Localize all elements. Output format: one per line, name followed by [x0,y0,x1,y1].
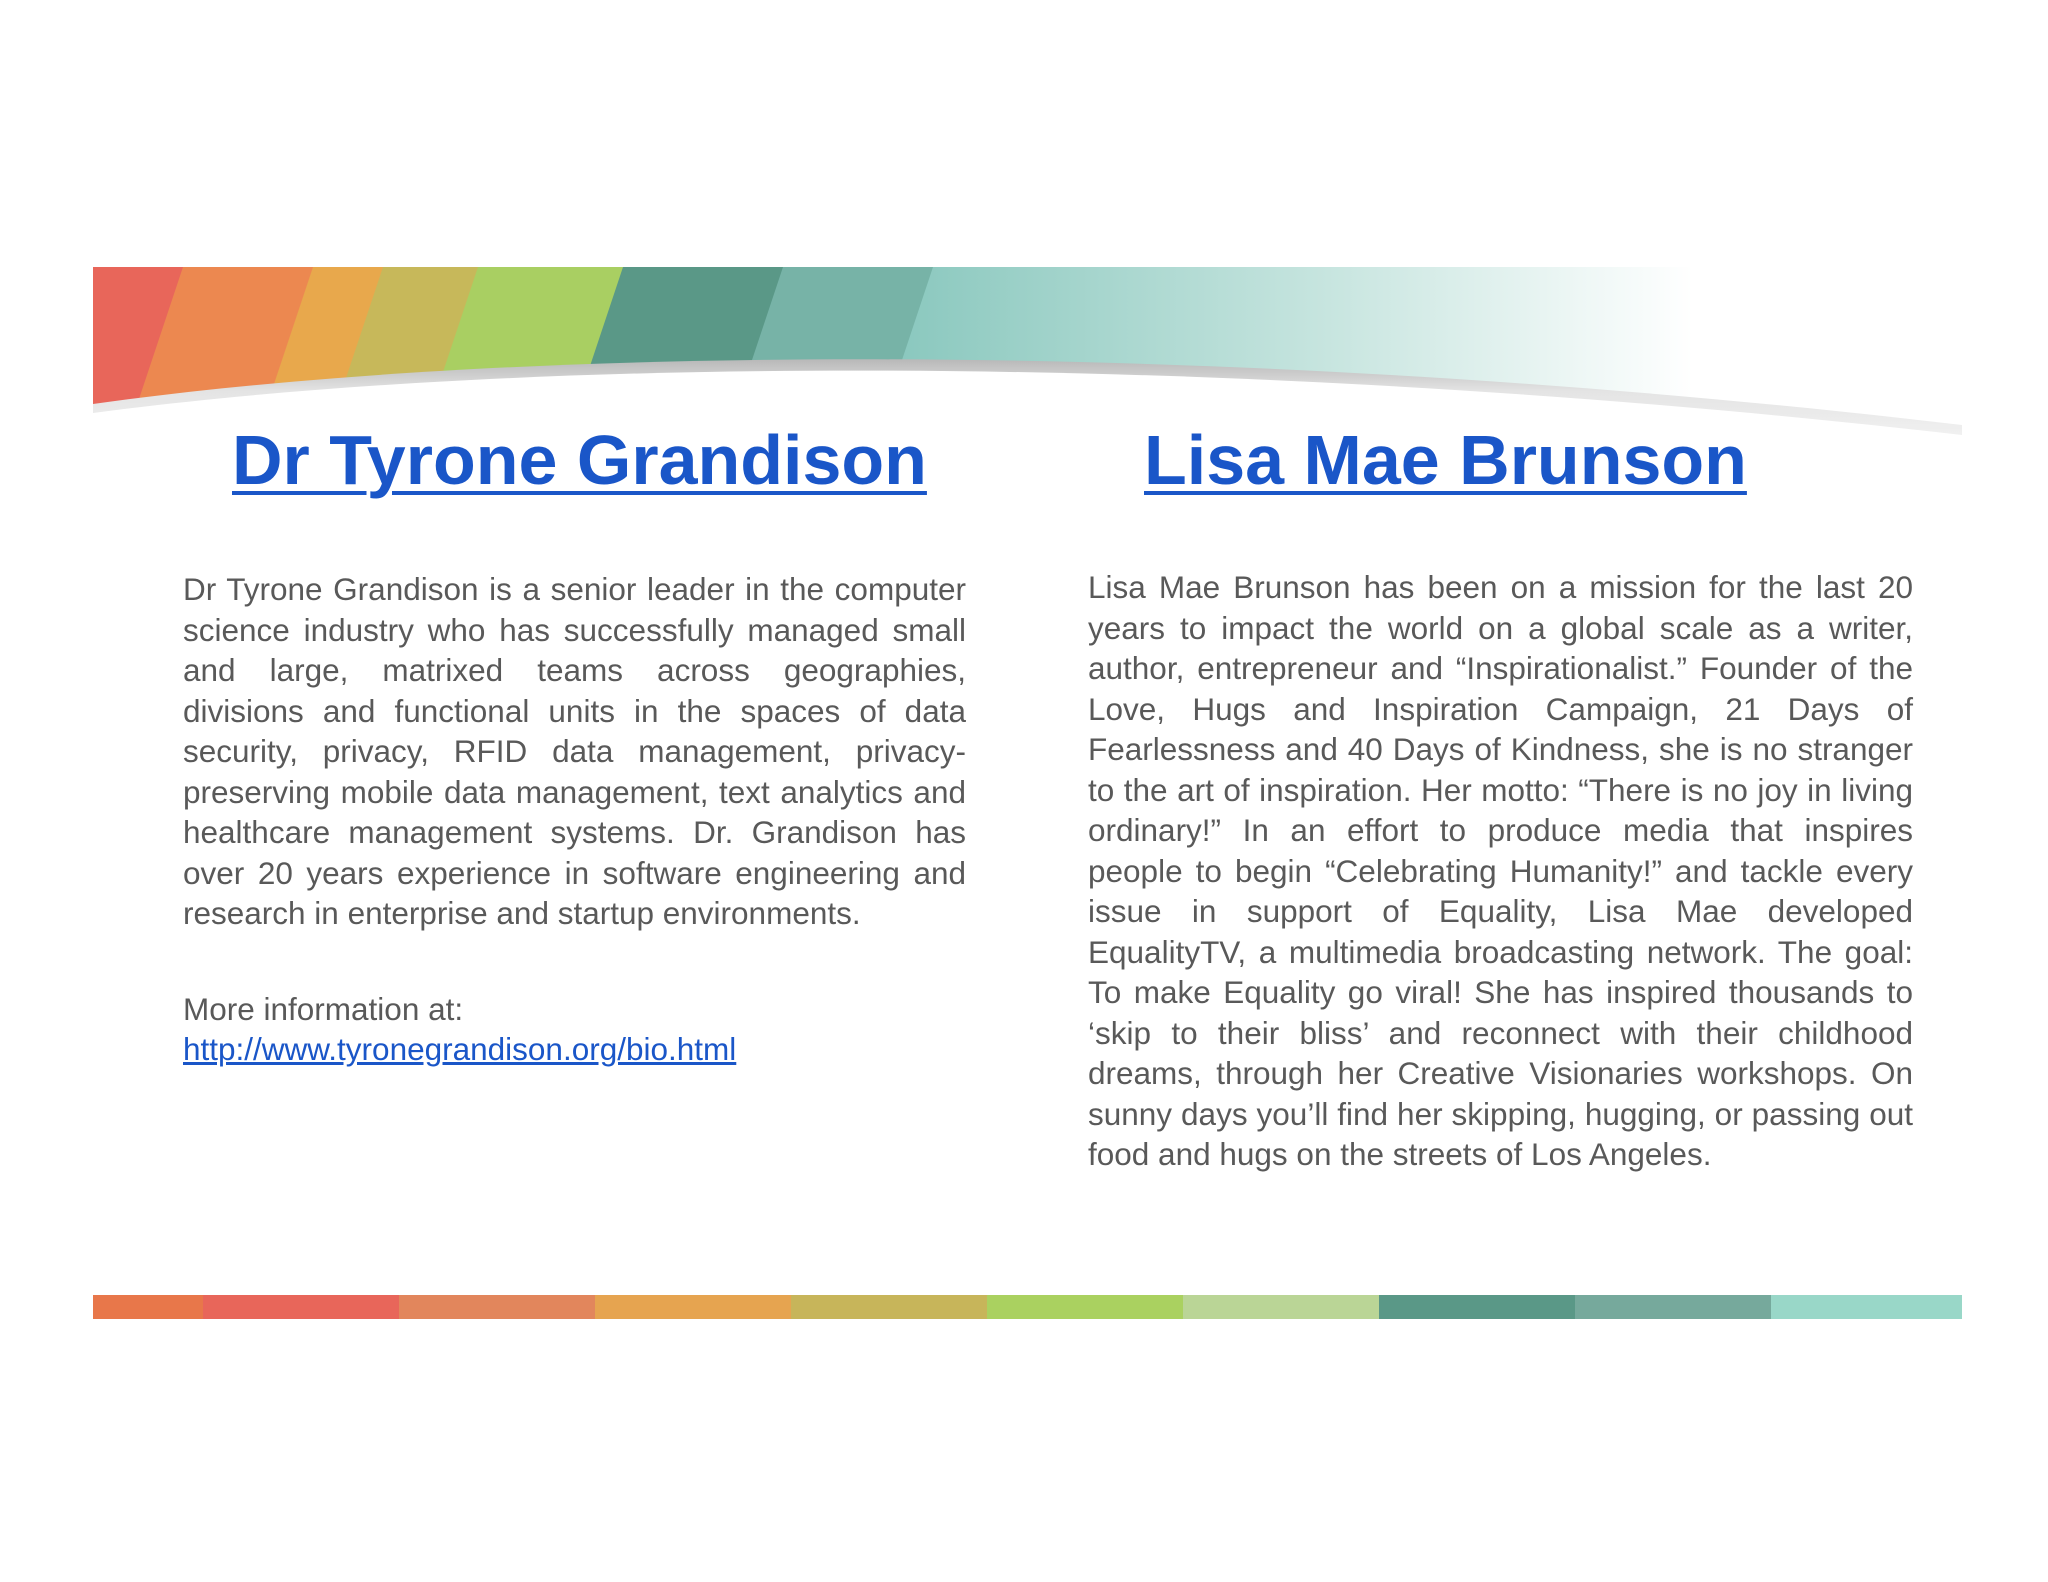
speaker-name-tyrone-grandison: Dr Tyrone Grandison [232,421,927,499]
stripe-segment [399,1295,595,1319]
stripe-segment [1575,1295,1771,1319]
stripe-segment [791,1295,987,1319]
stripe-segment [93,1295,203,1319]
bottom-color-stripe [93,1295,1962,1319]
stripe-segment [1183,1295,1379,1319]
stripe-segment [987,1295,1183,1319]
more-info-label: More information at: [183,991,464,1027]
speaker-name-lisa-mae-brunson: Lisa Mae Brunson [1144,421,1747,499]
stripe-segment [1771,1295,1962,1319]
stripe-segment [203,1295,399,1319]
slide [93,267,1962,1319]
stripe-segment [1379,1295,1575,1319]
stripe-segment [595,1295,791,1319]
bio-tyrone-grandison: Dr Tyrone Grandison is a senior leader in the computer science industry who has successfully managed small and large, matrixed teams across geographies, divisions and functional units in the spaces of data security, privacy, RFID data management, privacy-preserving mobile data management, text analytics and healthcare management systems. Dr. Grandison has over 20 years experience in software engineering and research in enterprise and startup environments. [183,571,966,931]
bio-lisa-mae-brunson: Lisa Mae Brunson has been on a mission for the last 20 years to impact the world on a global scale as a writer, author, entrepreneur and “Inspirationalist.” Founder of the Love, Hugs and Inspiration Campaign, 21 Days of Fearlessness and 40 Days of Kindness, she is no stranger to the art of inspiration. Her motto: “There is no joy in living ordinary!” In an effort to produce media that inspires people to begin “Celebrating Humanity!” and tackle every issue in support of Equality, Lisa Mae developed EqualityTV, a multimedia broadcasting network. The goal: To make Equality go viral! She has inspired thousands to ‘skip to their bliss’ and reconnect with their childhood dreams, through her Creative Visionaries workshops. On sunny days you’ll find her skipping, hugging, or passing out food and hugs on the streets of Los Angeles. [1088,569,1913,1172]
more-info-link[interactable]: http://www.tyronegrandison.org/bio.html [183,1031,737,1067]
